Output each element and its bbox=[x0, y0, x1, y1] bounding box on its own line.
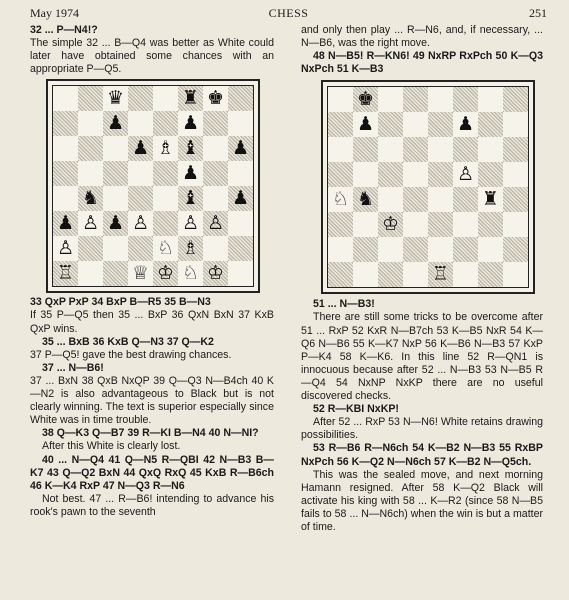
board-square bbox=[353, 187, 378, 212]
board-square bbox=[478, 87, 503, 112]
board-square bbox=[178, 211, 203, 236]
board-square bbox=[103, 86, 128, 111]
board-square bbox=[378, 137, 403, 162]
board-square bbox=[178, 86, 203, 111]
white-king-icon: ♔ bbox=[206, 262, 225, 285]
annotation-paragraph: After this White is clearly lost. bbox=[42, 440, 181, 453]
annotation-paragraph: and only then play ... R—N6, and, if necessary, ... N—B6, was the right move. bbox=[301, 24, 543, 50]
board-square bbox=[203, 86, 228, 111]
board-square bbox=[228, 136, 253, 161]
board-square bbox=[153, 161, 178, 186]
board-square bbox=[203, 161, 228, 186]
chess-board bbox=[327, 86, 529, 288]
board-square bbox=[453, 137, 478, 162]
board-square bbox=[53, 211, 78, 236]
board-square bbox=[428, 137, 453, 162]
black-pawn-icon: ♟ bbox=[231, 187, 250, 210]
black-pawn-icon: ♟ bbox=[181, 162, 200, 185]
header-page-number: 251 bbox=[529, 6, 547, 20]
move-line: 48 N—B5! R—KN6! 49 NxRP RxPch 50 K—Q3 NxPch 51 K—B3 bbox=[301, 50, 543, 76]
board-square bbox=[78, 111, 103, 136]
board-square bbox=[403, 87, 428, 112]
board-square bbox=[428, 162, 453, 187]
board-square bbox=[478, 262, 503, 287]
right-column bbox=[301, 24, 543, 534]
move-line: 40 ... N—Q4 41 Q—N5 R—QBI 42 N—B3 B—K7 43 Q—Q2 BxN 44 QxQ RxQ 45 KxB R—B6ch 46 K—K4 RxP 47 N—Q3 R—N6 bbox=[30, 453, 274, 492]
board-square bbox=[428, 212, 453, 237]
board-square bbox=[453, 87, 478, 112]
board-square bbox=[428, 262, 453, 287]
move-line: 37 ... N—B6! bbox=[42, 361, 104, 374]
board-square bbox=[178, 261, 203, 286]
board-square bbox=[153, 186, 178, 211]
black-king-icon: ♚ bbox=[356, 88, 375, 111]
black-king-icon: ♚ bbox=[206, 87, 225, 110]
board-square bbox=[378, 87, 403, 112]
white-rook-icon: ♖ bbox=[56, 262, 75, 285]
board-square bbox=[503, 262, 528, 287]
board-square bbox=[53, 86, 78, 111]
board-square bbox=[78, 211, 103, 236]
black-rook-icon: ♜ bbox=[181, 87, 200, 110]
move-line: 52 R—KBI NxKP! bbox=[313, 403, 399, 416]
board-square bbox=[453, 262, 478, 287]
board-square bbox=[228, 161, 253, 186]
board-square bbox=[403, 112, 428, 137]
move-line: 53 R—B6 R—N6ch 54 K—B2 N—B3 55 RxBP NxPch 56 K—Q2 N—N6ch 57 K—B2 N—Q5ch. bbox=[301, 442, 543, 468]
board-square bbox=[328, 137, 353, 162]
board-square bbox=[203, 261, 228, 286]
board-square bbox=[203, 186, 228, 211]
board-square bbox=[203, 211, 228, 236]
annotation-paragraph: If 35 P—Q5 then 35 ... BxP 36 QxN BxN 37 KxB QxP wins. bbox=[30, 309, 274, 335]
board-square bbox=[503, 162, 528, 187]
board-square bbox=[178, 186, 203, 211]
board-square bbox=[328, 112, 353, 137]
board-square bbox=[78, 136, 103, 161]
board-square bbox=[503, 137, 528, 162]
black-queen-icon: ♛ bbox=[106, 87, 125, 110]
board-square bbox=[353, 112, 378, 137]
board-square bbox=[228, 86, 253, 111]
annotation-paragraph: The simple 32 ... B—Q4 was better as White could later have obtained some chances with an appropriate P—Q5. bbox=[30, 37, 274, 76]
board-square bbox=[328, 87, 353, 112]
board-square bbox=[403, 262, 428, 287]
board-square bbox=[53, 186, 78, 211]
left-column bbox=[30, 24, 274, 519]
board-square bbox=[128, 211, 153, 236]
board-square bbox=[78, 236, 103, 261]
white-bishop-icon: ♗ bbox=[181, 237, 200, 260]
board-square bbox=[128, 86, 153, 111]
board-square bbox=[128, 136, 153, 161]
board-square bbox=[203, 111, 228, 136]
board-square bbox=[428, 237, 453, 262]
board-square bbox=[228, 211, 253, 236]
board-square bbox=[228, 236, 253, 261]
board-square bbox=[178, 161, 203, 186]
white-pawn-icon: ♙ bbox=[456, 163, 475, 186]
white-knight-icon: ♘ bbox=[156, 237, 175, 260]
board-square bbox=[128, 161, 153, 186]
board-square bbox=[328, 162, 353, 187]
black-pawn-icon: ♟ bbox=[106, 212, 125, 235]
board-square bbox=[378, 162, 403, 187]
board-square bbox=[53, 111, 78, 136]
white-pawn-icon: ♙ bbox=[131, 212, 150, 235]
board-square bbox=[153, 261, 178, 286]
board-square bbox=[403, 237, 428, 262]
move-line: 32 ... P—N4!? bbox=[30, 24, 98, 36]
board-square bbox=[453, 212, 478, 237]
chess-diagram bbox=[321, 80, 535, 294]
black-knight-icon: ♞ bbox=[81, 187, 100, 210]
board-square bbox=[328, 212, 353, 237]
board-square bbox=[503, 237, 528, 262]
header-date: May 1974 bbox=[30, 6, 79, 20]
annotation-paragraph: Not best. 47 ... R—B6! intending to advance his rook's pawn to the seventh bbox=[30, 492, 274, 518]
board-square bbox=[503, 87, 528, 112]
move-line: 33 QxP PxP 34 BxP B—R5 35 B—N3 bbox=[30, 296, 211, 309]
black-pawn-icon: ♟ bbox=[56, 212, 75, 235]
board-square bbox=[203, 236, 228, 261]
board-square bbox=[378, 212, 403, 237]
board-square bbox=[453, 112, 478, 137]
board-square bbox=[378, 262, 403, 287]
white-king-icon: ♔ bbox=[381, 213, 400, 236]
board-square bbox=[178, 136, 203, 161]
board-square bbox=[478, 187, 503, 212]
board-square bbox=[478, 237, 503, 262]
board-square bbox=[103, 161, 128, 186]
black-rook-icon: ♜ bbox=[481, 188, 500, 211]
board-square bbox=[503, 212, 528, 237]
board-square bbox=[353, 262, 378, 287]
board-square bbox=[178, 111, 203, 136]
page-header bbox=[30, 6, 547, 24]
board-square bbox=[78, 161, 103, 186]
board-square bbox=[503, 112, 528, 137]
board-square bbox=[53, 161, 78, 186]
board-square bbox=[353, 212, 378, 237]
move-line: 38 Q—K3 Q—B7 39 R—KI B—N4 40 N—NI? bbox=[42, 427, 259, 440]
board-square bbox=[353, 137, 378, 162]
black-bishop-icon: ♝ bbox=[181, 187, 200, 210]
chess-diagram bbox=[46, 79, 260, 293]
chess-board bbox=[52, 85, 254, 287]
board-square bbox=[478, 212, 503, 237]
board-square bbox=[328, 262, 353, 287]
board-square bbox=[228, 186, 253, 211]
board-square bbox=[103, 186, 128, 211]
board-square bbox=[78, 261, 103, 286]
board-square bbox=[53, 136, 78, 161]
board-square bbox=[403, 212, 428, 237]
annotation-paragraph: 37 ... BxN 38 QxB NxQP 39 Q—Q3 N—B4ch 40 K—N2 is also advantageous to Black but is not clearly winning. The text is superior especially since White was in time trouble. bbox=[30, 374, 274, 427]
white-knight-icon: ♘ bbox=[181, 262, 200, 285]
board-square bbox=[78, 86, 103, 111]
board-square bbox=[153, 236, 178, 261]
board-square bbox=[153, 211, 178, 236]
board-square bbox=[228, 261, 253, 286]
board-square bbox=[353, 87, 378, 112]
board-square bbox=[353, 162, 378, 187]
board-square bbox=[428, 112, 453, 137]
board-square bbox=[478, 112, 503, 137]
board-square bbox=[403, 162, 428, 187]
white-bishop-icon: ♗ bbox=[156, 137, 175, 160]
board-square bbox=[103, 211, 128, 236]
black-pawn-icon: ♟ bbox=[131, 137, 150, 160]
annotation-paragraph: 37 P—Q5! gave the best drawing chances. bbox=[30, 348, 232, 361]
board-square bbox=[178, 236, 203, 261]
board-square bbox=[78, 186, 103, 211]
white-knight-icon: ♘ bbox=[331, 188, 350, 211]
black-pawn-icon: ♟ bbox=[456, 113, 475, 136]
board-square bbox=[428, 187, 453, 212]
board-square bbox=[103, 236, 128, 261]
board-square bbox=[128, 261, 153, 286]
black-pawn-icon: ♟ bbox=[231, 137, 250, 160]
board-square bbox=[103, 111, 128, 136]
white-pawn-icon: ♙ bbox=[206, 212, 225, 235]
board-square bbox=[203, 136, 228, 161]
board-square bbox=[478, 162, 503, 187]
annotation-paragraph: After 52 ... RxP 53 N—N6! White retains drawing possibilities. bbox=[301, 416, 543, 442]
board-square bbox=[403, 137, 428, 162]
white-queen-icon: ♕ bbox=[131, 262, 150, 285]
board-square bbox=[128, 186, 153, 211]
black-knight-icon: ♞ bbox=[356, 188, 375, 211]
board-square bbox=[428, 87, 453, 112]
white-rook-icon: ♖ bbox=[431, 263, 450, 286]
board-square bbox=[378, 187, 403, 212]
move-line: 51 ... N—B3! bbox=[313, 298, 375, 311]
board-square bbox=[328, 237, 353, 262]
board-square bbox=[378, 112, 403, 137]
board-square bbox=[153, 86, 178, 111]
annotation-paragraph: There are still some tricks to be overcome after 51 ... RxP 52 KxR N—B7ch 53 K—B5 NxR 54 K—Q6 N—B6 55 K—K7 NxP 56 K—B6 N—B3 57 KxP P—K4 58 K—K6. In this line 52 R—QN1 is innocuous because after 52 ... N—B3 53 N—B5 R—Q4 54 NxNP NxKP there are no useful discovered checks. bbox=[301, 311, 543, 403]
board-square bbox=[128, 111, 153, 136]
board-square bbox=[478, 137, 503, 162]
black-bishop-icon: ♝ bbox=[181, 137, 200, 160]
white-pawn-icon: ♙ bbox=[56, 237, 75, 260]
board-square bbox=[328, 187, 353, 212]
white-king-icon: ♔ bbox=[156, 262, 175, 285]
board-square bbox=[153, 111, 178, 136]
board-square bbox=[53, 261, 78, 286]
black-pawn-icon: ♟ bbox=[106, 112, 125, 135]
board-square bbox=[103, 136, 128, 161]
board-square bbox=[103, 261, 128, 286]
board-square bbox=[503, 187, 528, 212]
move-line: 35 ... BxB 36 KxB Q—N3 37 Q—K2 bbox=[42, 335, 214, 348]
board-square bbox=[53, 236, 78, 261]
board-square bbox=[453, 162, 478, 187]
white-pawn-icon: ♙ bbox=[181, 212, 200, 235]
annotation-paragraph: This was the sealed move, and next morning Hamann resigned. After 58 K—Q2 Black will activate his king with 58 ... K—R2 (since 58 N—B5 fails to 58 ... N—N6ch) when the win is but a matter of time. bbox=[301, 468, 543, 533]
black-pawn-icon: ♟ bbox=[356, 113, 375, 136]
header-magazine-title: CHESS bbox=[268, 6, 309, 20]
board-square bbox=[453, 187, 478, 212]
board-square bbox=[453, 237, 478, 262]
board-square bbox=[128, 236, 153, 261]
board-square bbox=[153, 136, 178, 161]
white-pawn-icon: ♙ bbox=[81, 212, 100, 235]
board-square bbox=[353, 237, 378, 262]
board-square bbox=[228, 111, 253, 136]
black-pawn-icon: ♟ bbox=[181, 112, 200, 135]
board-square bbox=[378, 237, 403, 262]
board-square bbox=[403, 187, 428, 212]
